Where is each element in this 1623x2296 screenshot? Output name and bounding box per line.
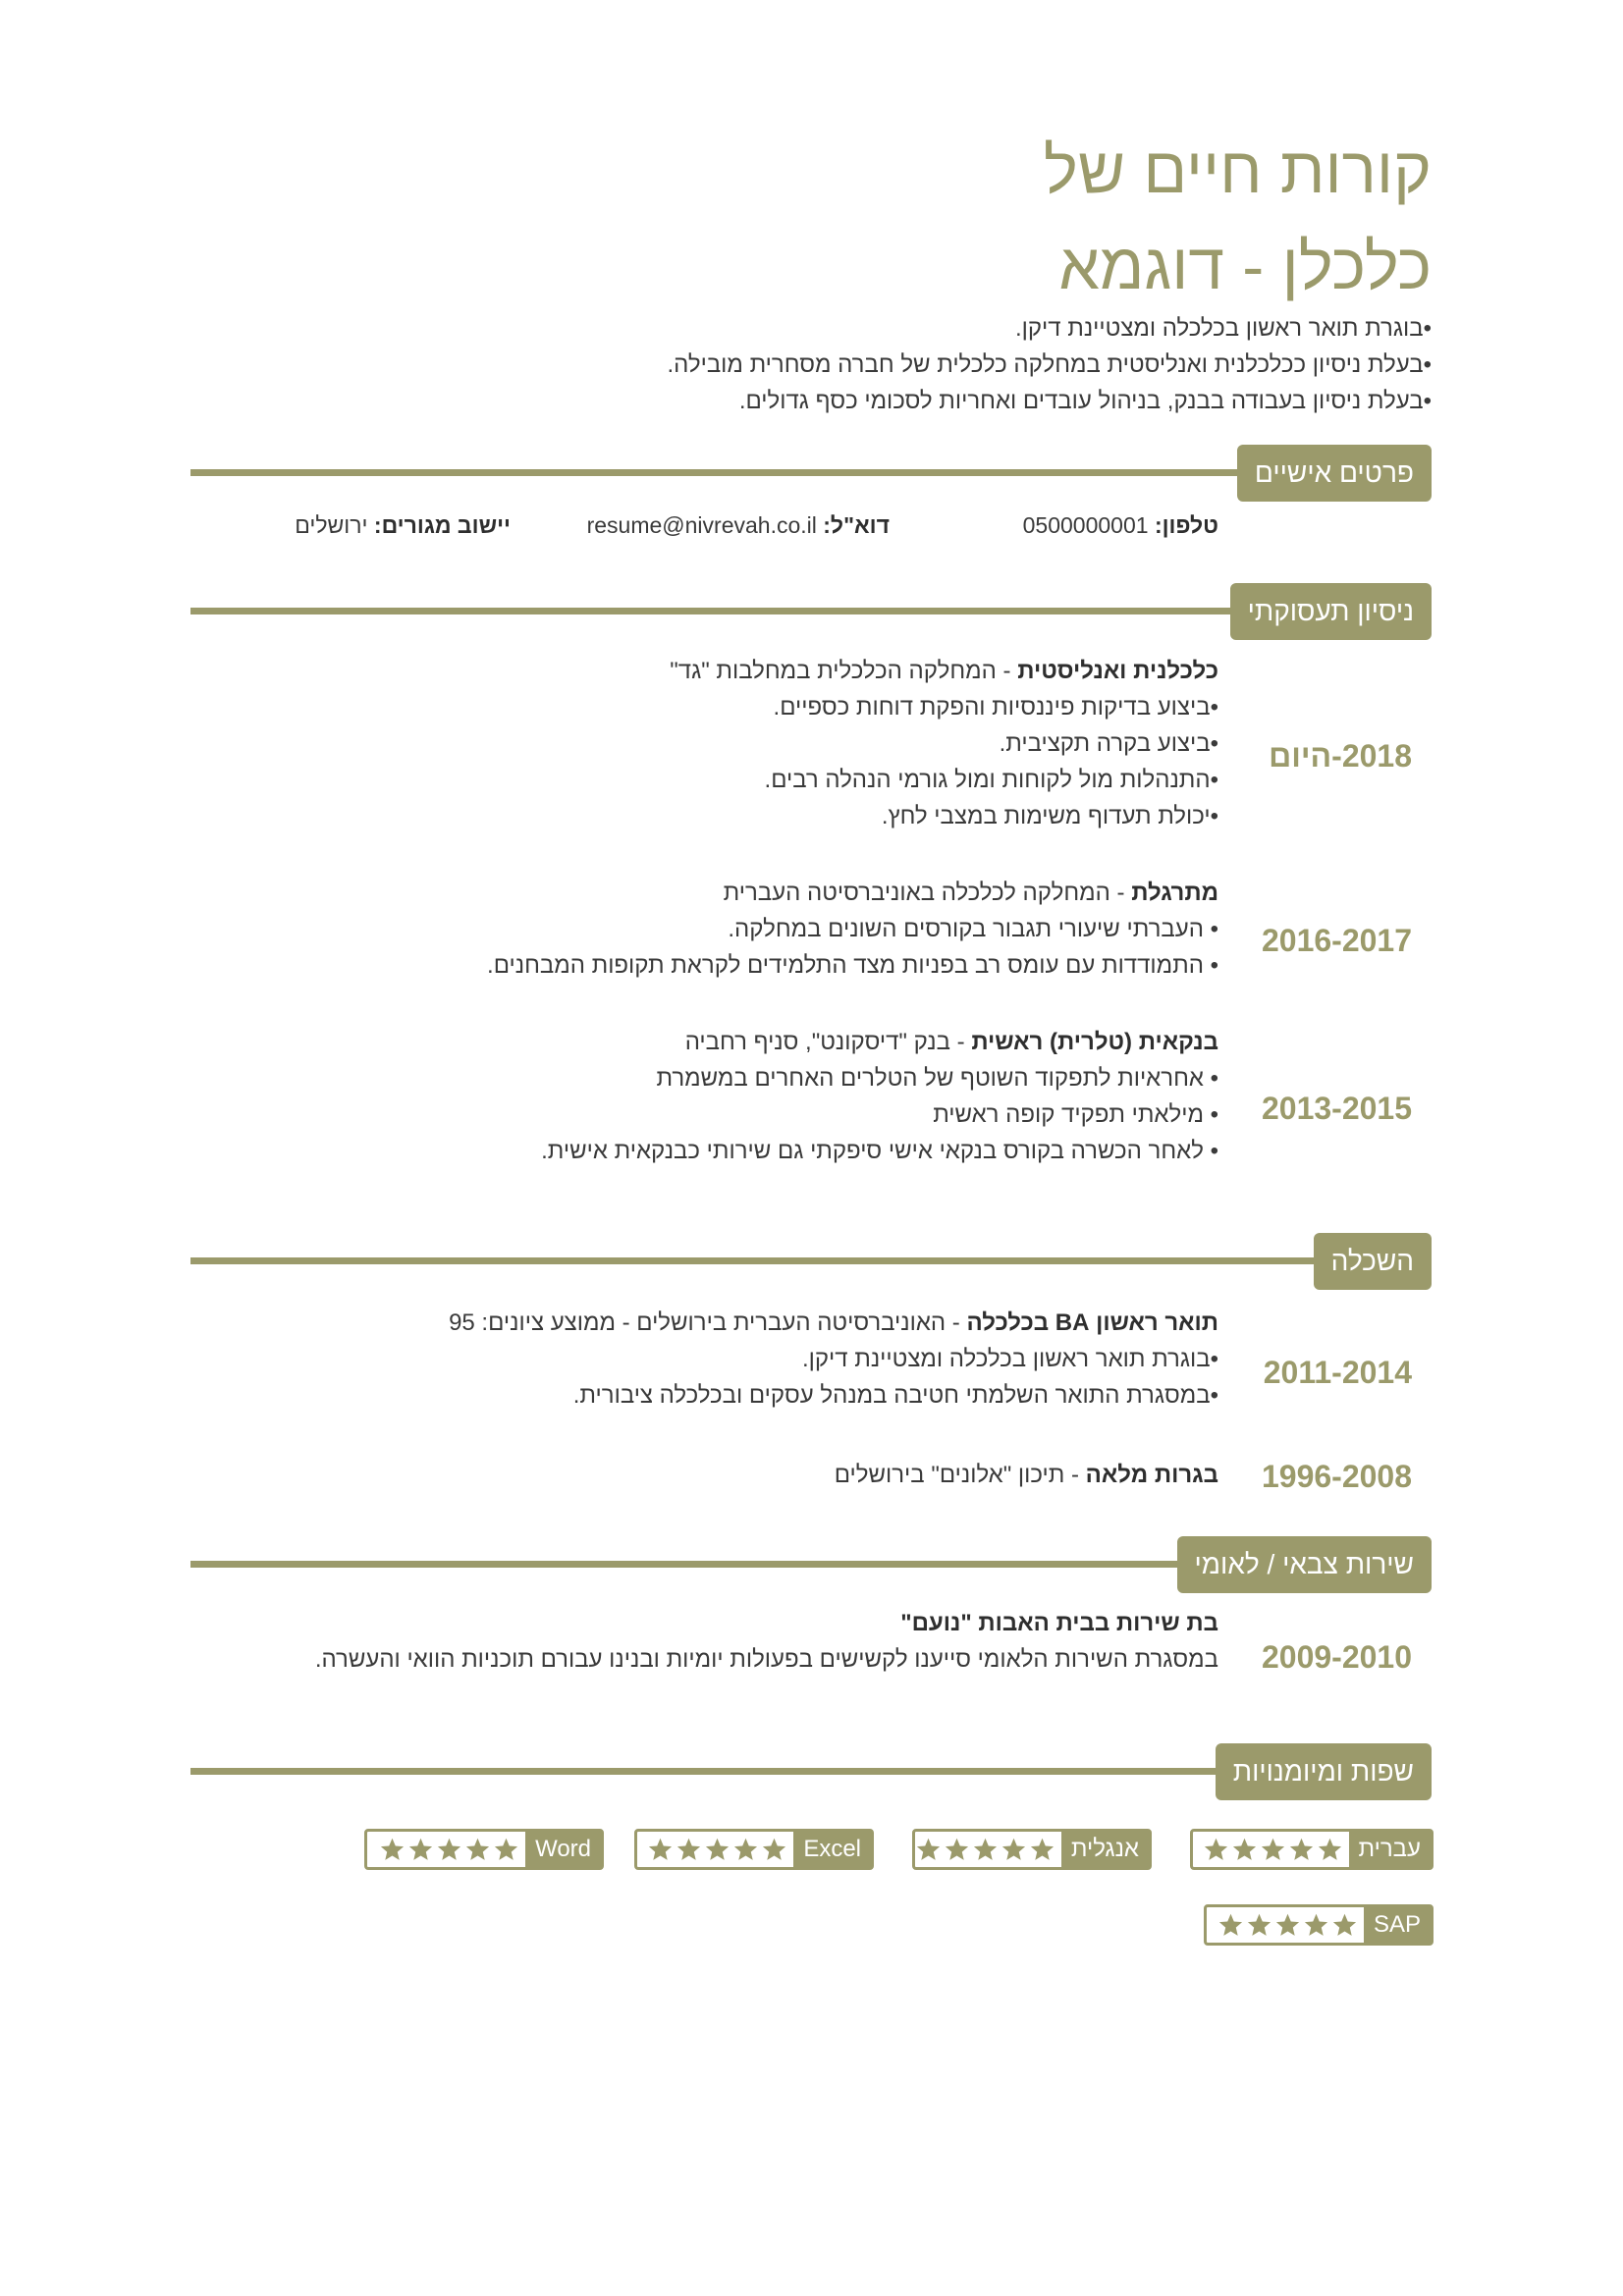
entry-role: בת שירות בבית האבות "נועם" (900, 1610, 1218, 1636)
skill-sap (1204, 1904, 1434, 1946)
skill-rating (1197, 1832, 1349, 1867)
entry-bullet: •בוגרת תואר ראשון בכלכלה ומצטיינת דיקן. (802, 1346, 1218, 1372)
entry-bullet: •ביצוע בדיקות פיננסיות והפקת דוחות כספיים. (773, 694, 1218, 721)
star-icon (436, 1837, 462, 1863)
section-title-personal: פרטים אישיים (1237, 445, 1432, 502)
summary-list (667, 310, 1432, 419)
section-title-education: השכלה (1314, 1233, 1432, 1290)
phone-detail (1023, 512, 1218, 539)
entry-bullet: • התמודדות עם עומס רב בפניות מצד התלמידים לקראת תקופות המבחנים. (487, 952, 1218, 979)
section-title-service: שירות צבאי / לאומי (1177, 1536, 1432, 1593)
star-icon (493, 1837, 519, 1863)
experience-years: 2018-היום (1269, 738, 1412, 774)
skill-rating (373, 1832, 525, 1867)
skill-word (364, 1829, 604, 1870)
star-icon (1203, 1837, 1229, 1863)
entry-bullet: •יכולת תעדוף משימות במצבי לחץ. (881, 803, 1218, 829)
city-value: ירושלים (295, 512, 368, 538)
page-title-line-1: קורות חיים של (1043, 133, 1432, 206)
star-icon (732, 1837, 759, 1863)
entry-bullet: • מילאתי תפקיד קופה ראשית (933, 1101, 1218, 1128)
entry-bullet: •ביצוע בקרה תקציבית. (999, 730, 1218, 757)
email-label: דוא"ל: (823, 512, 890, 538)
city-label: יישוב מגורים: (373, 512, 511, 538)
entry-org: - המחלקה לכלכלה באוניברסיטה העברית (723, 880, 1132, 906)
entry-bullet: •במסגרת התואר השלמתי חטיבה במנהל עסקים ובכלכלה ציבורית. (572, 1382, 1218, 1409)
skill-excel (634, 1829, 874, 1870)
star-icon (915, 1837, 942, 1863)
summary-item: •בעלת ניסיון ככלכלנית ואנליסטית במחלקה כלכלית של חברה מסחרית מובילה. (667, 351, 1432, 378)
email-value: resume@nivrevah.co.il (586, 512, 817, 538)
skill-label: SAP (1364, 1907, 1431, 1943)
summary-item: •בעלת ניסיון בעבודה בבנק, בניהול עובדים ואחריות לסכומי כסף גדולים. (738, 388, 1432, 414)
entry-role: מתרגלת (1131, 880, 1218, 906)
entry-description: במסגרת השירות הלאומי סייענו לקשישים בפעולות יומיות ובנינו עבורם תוכניות הוואי והעשרה. (314, 1646, 1218, 1673)
star-icon (1001, 1837, 1027, 1863)
email-detail (587, 512, 890, 539)
experience-entry (487, 875, 1218, 984)
section-title-skills: שפות ומיומנויות (1216, 1743, 1432, 1800)
star-icon (1274, 1912, 1301, 1939)
summary-item: •בוגרת תואר ראשון בכלכלה ומצטיינת דיקן. (1015, 315, 1432, 342)
star-icon (464, 1837, 491, 1863)
entry-bullet: • אחראיות לתפקוד השוטף של הטלרים האחרים במשמרת (656, 1065, 1218, 1092)
education-entry (835, 1457, 1218, 1493)
star-icon (1303, 1912, 1329, 1939)
skill-label: Excel (793, 1832, 871, 1867)
entry-heading (541, 1024, 1218, 1060)
star-icon (704, 1837, 730, 1863)
section-title-experience: ניסיון תעסוקתי (1230, 583, 1432, 640)
phone-value: 0500000001 (1022, 512, 1149, 538)
education-years: 1996-2008 (1261, 1459, 1412, 1494)
star-icon (1231, 1837, 1258, 1863)
skill-label: עברית (1349, 1832, 1431, 1867)
skill-english (912, 1829, 1152, 1870)
star-icon (944, 1837, 970, 1863)
skill-rating (1212, 1907, 1364, 1943)
entry-org: - האוניברסיטה העברית בירושלים - ממוצע ציונים: 95 (449, 1309, 967, 1336)
service-years: 2009-2010 (1261, 1639, 1412, 1675)
entry-degree: תואר ראשון BA בכלכלה (966, 1309, 1218, 1336)
star-icon (1331, 1912, 1358, 1939)
entry-heading (835, 1457, 1218, 1493)
star-icon (1288, 1837, 1315, 1863)
phone-label: טלפון: (1154, 512, 1218, 538)
service-entry (315, 1605, 1218, 1678)
education-entry (449, 1305, 1218, 1414)
page-title-line-2: כלכלן - דוגמא (1058, 230, 1432, 302)
star-icon (676, 1837, 702, 1863)
star-icon (1260, 1837, 1286, 1863)
star-icon (379, 1837, 406, 1863)
skill-label: Word (525, 1832, 601, 1867)
entry-org: - בנק "דיסקונט", סניף רחביה (684, 1029, 972, 1055)
star-icon (972, 1837, 999, 1863)
experience-entry (670, 653, 1218, 834)
entry-bullet: •התנהלות מול לקוחות ומול גורמי הנהלה רבים. (764, 767, 1218, 793)
entry-role: כלכלנית ואנליסטית (1017, 658, 1218, 684)
skill-rating (909, 1832, 1061, 1867)
star-icon (407, 1837, 434, 1863)
entry-heading (449, 1305, 1218, 1341)
star-icon (1317, 1837, 1343, 1863)
education-years: 2011-2014 (1263, 1355, 1412, 1390)
entry-degree: בגרות מלאה (1085, 1462, 1218, 1488)
entry-heading (487, 875, 1218, 911)
star-icon (1246, 1912, 1272, 1939)
section-divider (190, 1257, 1432, 1264)
entry-org: - תיכון "אלונים" בירושלים (834, 1462, 1086, 1488)
star-icon (647, 1837, 674, 1863)
star-icon (1217, 1912, 1244, 1939)
entry-org: - המחלקה הכלכלית במחלבות "גד" (670, 658, 1018, 684)
skill-rating (641, 1832, 793, 1867)
entry-bullet: • לאחר הכשרה בקורס בנקאי אישי סיפקתי גם שירותי כבנקאית אישית. (541, 1138, 1218, 1164)
skill-hebrew (1190, 1829, 1434, 1870)
star-icon (1029, 1837, 1055, 1863)
entry-role: בנקאית (טלרית) ראשית (971, 1029, 1218, 1055)
entry-bullet: • העברתי שיעורי תגבור בקורסים השונים במחלקה. (728, 916, 1218, 942)
experience-years: 2013-2015 (1261, 1091, 1412, 1126)
entry-heading (315, 1605, 1218, 1641)
experience-years: 2016-2017 (1261, 923, 1412, 958)
skill-label: אנגלית (1061, 1832, 1149, 1867)
experience-entry (541, 1024, 1218, 1169)
entry-heading (670, 653, 1218, 689)
star-icon (761, 1837, 787, 1863)
city-detail (295, 512, 511, 539)
